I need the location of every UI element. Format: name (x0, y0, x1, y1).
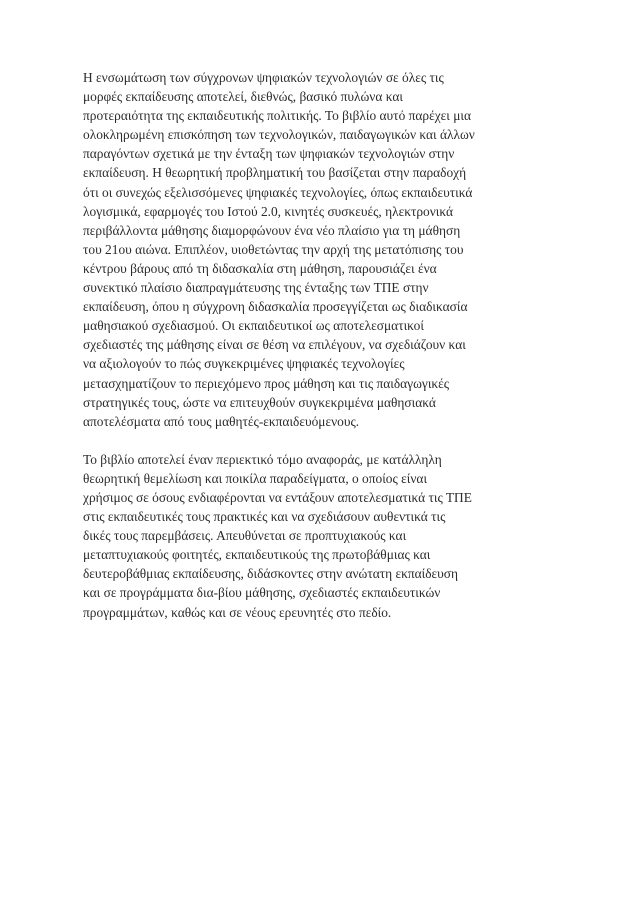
text-line: στις εκπαιδευτικές τους πρακτικές και να σχεδιάσουν αυθεντικά τις (83, 509, 446, 525)
text-line: μεταπτυχιακούς φοιτητές, εκπαιδευτικούς της πρωτοβάθμιας και (83, 547, 431, 563)
text-line: περιβάλλοντα μάθησης διαμορφώνουν ένα νέο πλαίσιο για τη μάθηση (83, 222, 461, 238)
text-line: ότι οι συνεχώς εξελισσόμενες ψηφιακές τεχνολογίες, όπως εκπαιδευτικά (83, 184, 473, 200)
text-line: εκπαίδευση. Η θεωρητική προβληματική του βασίζεται στην παραδοχή (83, 165, 467, 181)
text-line: στρατηγικές τους, ώστε να επιτευχθούν συγκεκριμένα μαθησιακά (83, 394, 436, 410)
text-line: μορφές εκπαίδευσης αποτελεί, διεθνώς, βασικό πυλώνα και (83, 89, 403, 105)
paragraph-spacer (83, 431, 553, 450)
text-line: εκπαίδευση, όπου η σύγχρονη διδασκαλία προσεγγίζεται ως διαδικασία (83, 299, 468, 315)
text-line: μετασχηματίζουν το περιεχόμενο προς μάθηση και τις παιδαγωγικές (83, 375, 450, 391)
text-line: χρήσιμος σε όσους ενδιαφέρονται να εντάξουν αποτελεσματικά τις ΤΠΕ (83, 489, 472, 505)
text-line: και σε προγράμματα δια-βίου μάθησης, σχεδιαστές εκπαιδευτικών (83, 585, 441, 601)
text-line: Η ενσωμάτωση των σύγχρονων ψηφιακών τεχνολογιών σε όλες τις (83, 70, 444, 85)
text-line: παραγόντων σχετικά με την ένταξη των ψηφιακών τεχνολογιών στην (83, 146, 455, 162)
text-line: σχεδιαστές της μάθησης είναι σε θέση να επιλέγουν, να σχεδιάζουν και (83, 337, 466, 353)
text-line: ολοκληρωμένη επισκόπηση των τεχνολογικών, παιδαγωγικών και άλλων (83, 127, 475, 143)
text-line: του 21ου αιώνα. Επιπλέον, υιοθετώντας την αρχή της μετατόπισης του (83, 241, 464, 257)
text-line: δικές τους παρεμβάσεις. Απευθύνεται σε προπτυχιακούς και (83, 528, 407, 544)
text-line: λογισμικά, εφαρμογές του Ιστού 2.0, κινητές συσκευές, ηλεκτρονικά (83, 203, 454, 219)
text-line: να αξιολογούν το πώς συγκεκριμένες ψηφιακές τεχνολογίες (83, 356, 405, 372)
text-line: προτεραιότητα της εκπαιδευτικής πολιτικής. Το βιβλίο αυτό παρέχει μια (83, 108, 472, 124)
text-line: συνεκτικό πλαίσιο διαπραγμάτευσης της ένταξης των ΤΠΕ στην (83, 280, 429, 296)
text-line: Το βιβλίο αποτελεί έναν περιεκτικό τόμο αναφοράς, με κατάλληλη (83, 451, 442, 467)
paragraph-2 (83, 450, 553, 622)
text-line: δευτεροβάθμιας εκπαίδευσης, διδάσκοντες στην ανώτατη εκπαίδευση (83, 566, 459, 582)
text-line: αποτελέσματα από τους μαθητές-εκπαιδευόμενους. (83, 413, 360, 429)
text-line: θεωρητική θεμελίωση και ποικίλα παραδείγματα, ο οποίος είναι (83, 470, 428, 486)
paragraph-1 (83, 68, 553, 431)
document-body (83, 68, 553, 622)
text-line: κέντρου βάρους από τη διδασκαλία στη μάθηση, παρουσιάζει ένα (83, 260, 437, 276)
text-line: προγραμμάτων, καθώς και σε νέους ερευνητές στο πεδίο. (83, 604, 392, 620)
text-line: μαθησιακού σχεδιασμού. Οι εκπαιδευτικοί ως αποτελεσματικοί (83, 318, 424, 334)
